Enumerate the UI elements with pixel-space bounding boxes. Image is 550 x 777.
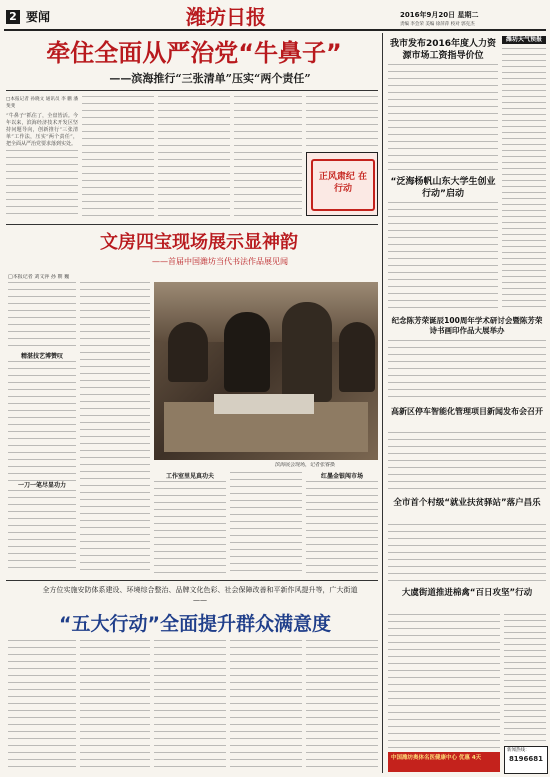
right-article-4-body — [388, 432, 546, 494]
right-article-1-body — [388, 64, 498, 172]
bottom-kicker: 全方位实施安防体系建设、环境综合整治、品牌文化色彩、社会保障改善和平新作风提升等，广大街道—— — [42, 586, 358, 604]
culture-byline: □本报记者 刘文萍 孙 朝 巍 — [8, 274, 70, 280]
seal-text: 正风肃纪 在行动 — [318, 172, 368, 194]
sidebar-lower — [504, 614, 546, 744]
bottom-col-1 — [8, 640, 76, 770]
right-article-1-title: 我市发布2016年度人力资源市场工资指导价位 — [389, 39, 497, 61]
right-article-5-body — [388, 524, 546, 584]
right-article-3-title: 纪念陈芳荣诞辰100周年学术研讨会暨陈芳荣诗书画印作品大展举办 — [391, 316, 543, 335]
hospital-ad-text: 中国潍坊奥体名医健康中心 优惠 4天 — [391, 755, 482, 761]
bottom-col-5 — [306, 640, 378, 770]
hotline-box — [504, 746, 548, 774]
right-article-4-title: 高新区停车智能化管理项目新闻发布会召开 — [391, 407, 543, 416]
culture-section-2: 一刀一笔尽显功力 — [17, 482, 66, 489]
hotline-number: 8196681 — [508, 755, 544, 763]
date-line: 2016年9月20日 星期二 — [400, 11, 479, 19]
lead-byline: □本报记者 孙晓文 通讯员 李 鹏 潘斐斐 “牛鼻子”抓住了，全盘皆活。今年以来，滨海经济技术开发区坚持问题导向，创新推行“三张清单”工作法，压实“两个责任”，把全面从严治党要求落到实处。 — [6, 96, 78, 218]
culture-col-5 — [306, 472, 378, 574]
lead-headline: 牵住全面从严治党“牛鼻子” — [46, 39, 342, 67]
photo-caption: 滨海展会现场，记者张睿摄 — [274, 462, 335, 468]
right-article-5-title: 全市首个村级“就业扶贫驿站”落户昌乐 — [393, 498, 541, 508]
hospital-ad — [388, 752, 500, 772]
culture-section-4: 红墨金银闯市场 — [320, 473, 363, 480]
lead-col-2 — [82, 96, 154, 218]
lead-rule — [6, 90, 378, 91]
culture-col-4 — [230, 472, 302, 574]
masthead-rule — [4, 29, 546, 31]
culture-headline: 文房四宝现场展示显神韵 — [100, 232, 298, 253]
editor-line: 责编 李会荣 美编 徐萍萍 校对 郭克杰 — [400, 22, 475, 27]
culture-col-1 — [8, 282, 76, 574]
lead-col-5 — [306, 96, 378, 148]
weather-sidebar-title: 潍坊天气预报 — [502, 36, 546, 44]
culture-col-3 — [154, 472, 226, 574]
bottom-col-4 — [230, 640, 302, 770]
bottom-col-3 — [154, 640, 226, 770]
paper-name: 潍坊日报 — [186, 5, 266, 29]
lead-col-3 — [158, 96, 230, 218]
right-article-2-title: “泛海杨帆山东大学生创业行动”启动 — [390, 177, 496, 199]
culture-col-2 — [80, 282, 150, 574]
page-number: 2 — [6, 10, 20, 24]
right-article-2-body — [388, 202, 498, 312]
lead-subhead: ——滨海推行“三张清单”压实“两个责任” — [109, 72, 311, 85]
culture-section-3: 工作室里见真功夫 — [165, 473, 214, 480]
right-article-3-body — [388, 340, 546, 402]
column-separator — [382, 33, 383, 773]
bottom-headline: “五大行动”全面提升群众满意度 — [59, 613, 331, 635]
right-article-6-title: 大虞街道推进棉禽“百日攻坚”行动 — [401, 588, 533, 598]
bottom-col-2 — [80, 640, 150, 770]
lead-bottom-rule — [6, 224, 378, 225]
culture-section-1: 精湛技艺博赞叹 — [20, 353, 63, 360]
right-article-6-body — [388, 614, 500, 750]
culture-bottom-rule — [6, 580, 378, 581]
exhibition-photo — [154, 282, 378, 460]
section-label: 要闻 — [26, 10, 51, 24]
hotline-label: 新闻热线： — [507, 748, 530, 753]
anticorruption-seal — [306, 152, 378, 216]
weather-sidebar-body — [502, 48, 546, 310]
lead-col-4 — [234, 96, 302, 218]
culture-subhead: ——首届中国潍坊当代书法作品展见闻 — [152, 257, 288, 266]
